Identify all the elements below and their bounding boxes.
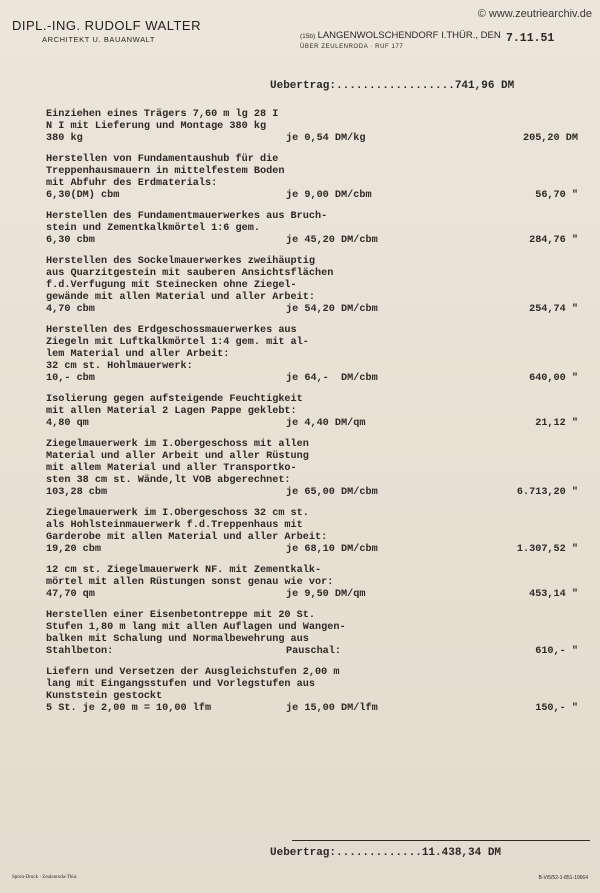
item-description-line: als Hohlsteinmauerwerk f.d.Treppenhaus mit — [46, 520, 303, 531]
item-amount: 453,14 " — [529, 589, 578, 600]
item-unit-price: je 15,00 DM/lfm — [286, 703, 378, 714]
total-rule — [292, 840, 590, 841]
phone-code: (15b) — [300, 33, 316, 40]
letterhead-left — [12, 18, 201, 44]
printer-imprint: Sporn-Druck · Zeulenroda-Thür. — [12, 875, 78, 880]
item-quantity: 6,30 cbm — [46, 235, 95, 246]
item-description-line: N I mit Lieferung und Montage 380 kg — [46, 121, 267, 132]
item-quantity: 4,70 cbm — [46, 304, 95, 315]
form-code: B-V/5/52-1-851-10664 — [538, 875, 588, 881]
item-description-line: lem Material und aller Arbeit: — [46, 349, 230, 360]
item-description-line: Treppenhausmauern in mittelfestem Boden — [46, 166, 285, 177]
item-amount: 150,- " — [535, 703, 578, 714]
item-description-line: Material und aller Arbeit und aller Rüstung — [46, 451, 309, 462]
line-item — [46, 154, 586, 202]
item-quantity: 4,80 qm — [46, 418, 89, 429]
item-unit-price: je 45,20 DM/cbm — [286, 235, 378, 246]
letterhead-right — [300, 30, 501, 50]
item-description-line: balken mit Schalung und Normalbewehrung aus — [46, 634, 309, 645]
item-calculation-line — [46, 190, 586, 202]
item-description-line: Stufen 1,80 m lang mit allen Auflagen und Wangen- — [46, 622, 346, 633]
line-item — [46, 508, 586, 556]
item-calculation-line — [46, 703, 586, 715]
architect-name: DIPL.-ING. RUDOLF WALTER — [12, 18, 201, 33]
item-description-line: aus Quarzitgestein mit sauberen Ansichtsflächen — [46, 268, 334, 279]
letterhead-address: ÜBER ZEULENRODA · RUF 177 — [300, 44, 404, 50]
item-amount: 610,- " — [535, 646, 578, 657]
line-item — [46, 394, 586, 430]
item-unit-price: je 9,00 DM/cbm — [286, 190, 372, 201]
line-item — [46, 667, 586, 715]
item-amount: 6.713,20 " — [516, 487, 578, 498]
item-amount: 56,70 " — [535, 190, 578, 201]
item-amount: 1.307,52 " — [516, 544, 578, 555]
item-unit-price: je 64,- DM/cbm — [286, 373, 378, 384]
item-description-line: Kunststein gestockt — [46, 691, 163, 702]
item-description-line: Einziehen eines Trägers 7,60 m lg 28 I — [46, 109, 279, 120]
item-quantity: 5 St. je 2,00 m = 10,00 lfm — [46, 703, 212, 714]
item-description-line: gewände mit allen Material und aller Arbeit: — [46, 292, 315, 303]
item-description-line: mörtel mit allen Rüstungen sonst genau wie vor: — [46, 577, 334, 588]
item-quantity: 47,70 qm — [46, 589, 95, 600]
item-quantity: 380 kg — [46, 133, 83, 144]
item-description-line: 12 cm st. Ziegelmauerwerk NF. mit Zementkalk- — [46, 565, 322, 576]
item-description-line: f.d.Verfugung mit Steinecken ohne Ziegel- — [46, 280, 297, 291]
item-amount: 254,74 " — [529, 304, 578, 315]
item-unit-price: je 0,54 DM/kg — [286, 133, 366, 144]
item-description-line: mit allem Material und aller Transportko- — [46, 463, 297, 474]
item-description-line: Herstellen des Sockelmauerwerkes zweihäuptig — [46, 256, 315, 267]
item-amount: 640,00 " — [529, 373, 578, 384]
item-description-line: stein und Zementkalkmörtel 1:6 gem. — [46, 223, 260, 234]
item-unit-price: je 4,40 DM/qm — [286, 418, 366, 429]
item-calculation-line — [46, 235, 586, 247]
item-calculation-line — [46, 304, 586, 316]
line-item — [46, 565, 586, 601]
item-description-line: Ziegelmauerwerk im I.Obergeschoss 32 cm st. — [46, 508, 309, 519]
item-description-line: 32 cm st. Hohlmauerwerk: — [46, 361, 193, 372]
item-description-line: lang mit Eingangsstufen und Vorlegstufen aus — [46, 679, 315, 690]
item-description-line: Herstellen des Erdgeschossmauerwerkes aus — [46, 325, 297, 336]
item-description-line: mit allen Material 2 Lagen Pappe geklebt: — [46, 406, 297, 417]
item-description-line: Herstellen des Fundamentmauerwerkes aus Bruch- — [46, 211, 328, 222]
line-item — [46, 211, 586, 247]
item-calculation-line — [46, 589, 586, 601]
carry-over-bottom: Uebertrag:.............11.438,34 DM — [270, 847, 502, 859]
item-unit-price: je 9,50 DM/qm — [286, 589, 366, 600]
location-text: LANGENWOLSCHENDORF I.THÜR., DEN — [317, 30, 501, 41]
item-description-line: Ziegelmauerwerk im I.Obergeschoss mit allen — [46, 439, 309, 450]
letterhead-location — [300, 30, 501, 41]
architect-title: ARCHITEKT U. BAUANWALT — [42, 35, 156, 44]
item-unit-price: je 68,10 DM/cbm — [286, 544, 378, 555]
item-amount: 21,12 " — [535, 418, 578, 429]
item-description-line: Herstellen einer Eisenbetontreppe mit 20 St. — [46, 610, 315, 621]
item-description-line: mit Abfuhr des Erdmaterials: — [46, 178, 218, 189]
item-quantity: Stahlbeton: — [46, 646, 114, 657]
item-quantity: 10,- cbm — [46, 373, 95, 384]
item-calculation-line — [46, 373, 586, 385]
document-date: 7.11.51 — [506, 32, 555, 45]
item-calculation-line — [46, 418, 586, 430]
item-unit-price: Pauschal: — [286, 646, 342, 657]
line-item — [46, 256, 586, 316]
item-quantity: 19,20 cbm — [46, 544, 102, 555]
item-description-line: Isolierung gegen aufsteigende Feuchtigkeit — [46, 394, 303, 405]
item-amount: 205,20 DM — [522, 133, 578, 144]
item-description-line: Herstellen von Fundamentaushub für die — [46, 154, 279, 165]
line-item — [46, 109, 586, 145]
item-calculation-line — [46, 646, 586, 658]
line-item — [46, 439, 586, 499]
item-calculation-line — [46, 133, 586, 145]
carry-over-top: Uebertrag:..................741,96 DM — [270, 80, 515, 92]
item-quantity: 103,28 cbm — [46, 487, 108, 498]
item-quantity: 6,30(DM) cbm — [46, 190, 120, 201]
item-amount: 284,76 " — [529, 235, 578, 246]
item-calculation-line — [46, 544, 586, 556]
item-description-line: Ziegeln mit Luftkalkmörtel 1:4 gem. mit al- — [46, 337, 309, 348]
item-description-line: Garderobe mit allen Material und aller Arbeit: — [46, 532, 328, 543]
line-items — [46, 100, 586, 715]
item-unit-price: je 54,20 DM/cbm — [286, 304, 378, 315]
line-item — [46, 610, 586, 658]
item-description-line: sten 38 cm st. Wände,lt VOB abgerechnet: — [46, 475, 291, 486]
item-description-line: Liefern und Versetzen der Ausgleichstufen 2,00 m — [46, 667, 340, 678]
item-unit-price: je 65,00 DM/cbm — [286, 487, 378, 498]
watermark-text: © www.zeutriearchiv.de — [477, 8, 592, 20]
line-item — [46, 325, 586, 385]
item-calculation-line — [46, 487, 586, 499]
